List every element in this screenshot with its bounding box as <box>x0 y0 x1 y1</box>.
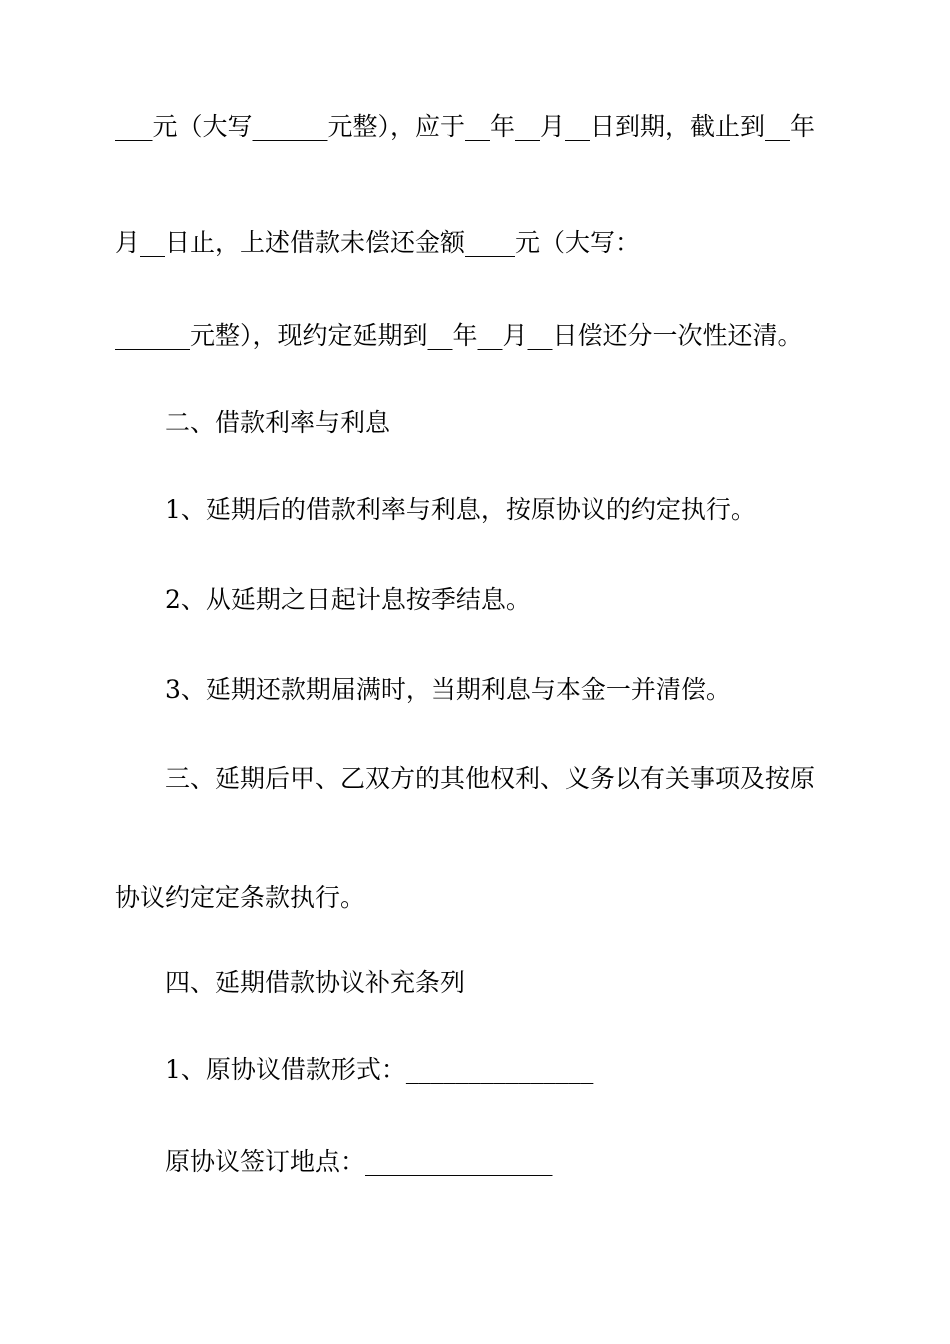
paragraph-line: 2、从延期之日起计息按季结息。 <box>165 585 531 614</box>
paragraph-line: ___元（大写______元整），应于__年__月__日到期，截止到__年 <box>115 112 816 141</box>
section-heading: 二、借款利率与利息 <box>165 408 391 437</box>
section-heading: 四、延期借款协议补充条列 <box>165 968 466 997</box>
paragraph-line: 3、延期还款期届满时，当期利息与本金一并清偿。 <box>165 675 731 704</box>
paragraph-line: 三、延期后甲、乙双方的其他权利、义务以有关事项及按原 <box>165 764 816 793</box>
paragraph-line: ______元整），现约定延期到__年__月__日偿还分一次性还清。 <box>115 321 803 350</box>
form-field-line: 原协议签订地点：_______________ <box>165 1147 553 1176</box>
paragraph-line: 1、延期后的借款利率与利息，按原协议的约定执行。 <box>165 495 756 524</box>
paragraph-line: 月__日止，上述借款未偿还金额____元（大写： <box>115 228 641 257</box>
paragraph-line: 协议约定定条款执行。 <box>115 883 366 912</box>
form-field-line: 1、原协议借款形式：_______________ <box>165 1055 594 1084</box>
